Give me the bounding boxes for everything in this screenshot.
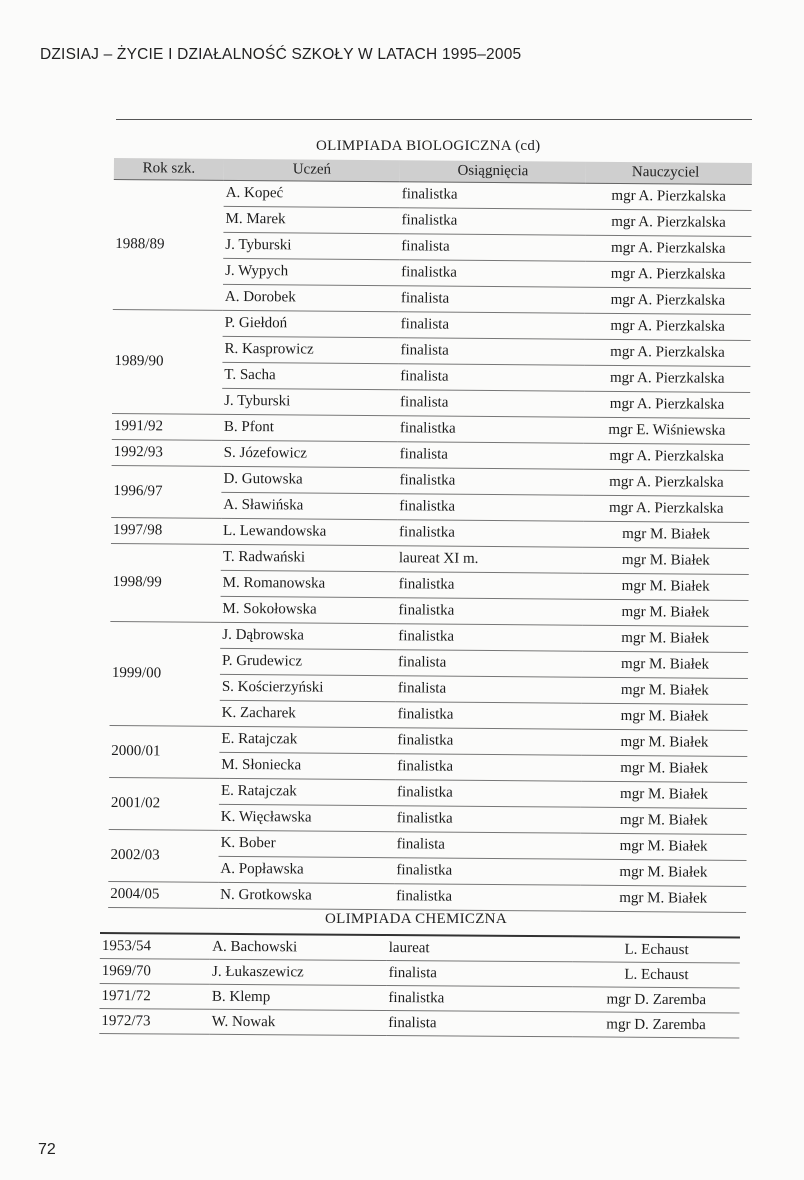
achievement-cell: finalistka xyxy=(397,468,583,495)
chemistry-table-body xyxy=(99,933,740,1038)
teacher-cell: mgr A. Pierzkalska xyxy=(585,313,751,340)
teacher-cell: mgr M. Białek xyxy=(582,677,748,704)
table-row xyxy=(99,1008,739,1037)
school-year-cell: 1998/99 xyxy=(110,543,221,622)
teacher-cell: mgr A. Pierzkalska xyxy=(584,339,750,366)
student-cell: S. Kościerzyński xyxy=(220,674,396,701)
school-year-cell: 1988/89 xyxy=(113,179,224,310)
student-cell: L. Lewandowska xyxy=(221,518,397,545)
student-cell: S. Józefowicz xyxy=(222,440,398,467)
student-cell: W. Nowak xyxy=(210,1009,387,1035)
student-cell: J. Dąbrowska xyxy=(220,622,396,649)
teacher-cell: mgr M. Białek xyxy=(582,651,748,678)
achievement-cell: finalista xyxy=(399,312,585,339)
achievement-cell: finalistka xyxy=(397,520,583,547)
achievement-cell: finalistka xyxy=(396,702,582,729)
teacher-cell: mgr D. Zaremba xyxy=(573,1012,740,1038)
teacher-cell: mgr M. Białek xyxy=(581,755,747,782)
achievement-cell: finalistka xyxy=(400,182,586,209)
header-year: Rok szk. xyxy=(114,158,224,180)
student-cell: M. Marek xyxy=(223,206,399,233)
achievement-cell: finalistka xyxy=(386,986,573,1012)
achievement-cell: finalista xyxy=(398,364,584,391)
table-row xyxy=(109,725,747,756)
achievement-cell: finalistka xyxy=(398,416,584,443)
student-cell: J. Tyburski xyxy=(222,388,398,415)
teacher-cell: mgr D. Zaremba xyxy=(573,987,740,1013)
student-cell: M. Słoniecka xyxy=(219,752,395,779)
teacher-cell: mgr A. Pierzkalska xyxy=(583,469,749,496)
school-year-cell: 2002/03 xyxy=(108,829,218,882)
teacher-cell: mgr A. Pierzkalska xyxy=(584,365,750,392)
teacher-cell: mgr A. Pierzkalska xyxy=(585,287,751,314)
achievement-cell: laureat xyxy=(387,935,574,962)
student-cell: R. Kasprowicz xyxy=(222,336,398,363)
biology-section-title: OLIMPIADA BIOLOGICZNA (cd) xyxy=(316,138,541,154)
teacher-cell: mgr A. Pierzkalska xyxy=(584,391,750,418)
student-cell: K. Bober xyxy=(219,830,395,857)
achievement-cell: finalistka xyxy=(399,260,585,287)
table-row xyxy=(114,179,752,210)
teacher-cell: mgr A. Pierzkalska xyxy=(583,495,749,522)
teacher-cell: L. Echaust xyxy=(573,962,740,988)
school-year-cell: 1992/93 xyxy=(112,439,222,466)
school-year-cell: 1999/00 xyxy=(110,621,221,726)
teacher-cell: mgr M. Białek xyxy=(581,807,747,834)
student-cell: A. Popławska xyxy=(218,856,394,883)
table-row xyxy=(108,881,746,912)
achievement-cell: finalista xyxy=(396,676,582,703)
school-year-cell: 1972/73 xyxy=(99,1008,210,1034)
achievement-cell: finalista xyxy=(398,338,584,365)
student-cell: T. Sacha xyxy=(222,362,398,389)
teacher-cell: mgr M. Białek xyxy=(582,625,748,652)
achievement-cell: finalistka xyxy=(396,598,582,625)
student-cell: J. Tyburski xyxy=(223,232,399,259)
student-cell: B. Klemp xyxy=(210,984,387,1010)
school-year-cell: 2001/02 xyxy=(109,777,219,830)
student-cell: P. Grudewicz xyxy=(220,648,396,675)
teacher-cell: mgr A. Pierzkalska xyxy=(585,261,751,288)
running-head: DZISIAJ – ŻYCIE I DZIAŁALNOŚĆ SZKOŁY W LATACH 1995–2005 xyxy=(40,46,522,63)
student-cell: K. Więcławska xyxy=(219,804,395,831)
achievement-cell: finalistka xyxy=(397,494,583,521)
biology-olympiad-table xyxy=(108,158,752,913)
table-row xyxy=(113,309,751,340)
header-teacher: Nauczyciel xyxy=(586,162,752,185)
student-cell: A. Bachowski xyxy=(210,934,387,961)
achievement-cell: finalistka xyxy=(397,572,583,599)
achievement-cell: finalistka xyxy=(395,780,581,807)
student-cell: B. Pfont xyxy=(222,414,398,441)
student-cell: J. Wypych xyxy=(223,258,399,285)
teacher-cell: mgr M. Białek xyxy=(581,729,747,756)
student-cell: D. Gutowska xyxy=(221,466,397,493)
header-rule xyxy=(116,119,752,120)
teacher-cell: mgr M. Białek xyxy=(583,573,749,600)
achievement-cell: finalista xyxy=(395,832,581,859)
student-cell: N. Grotkowska xyxy=(218,882,394,909)
table-row xyxy=(111,465,749,496)
school-year-cell: 1971/72 xyxy=(99,983,210,1009)
student-cell: M. Romanowska xyxy=(221,570,397,597)
biology-table-body xyxy=(108,179,752,912)
achievement-cell: finalistka xyxy=(395,728,581,755)
achievement-cell: finalista xyxy=(398,442,584,469)
teacher-cell: mgr M. Białek xyxy=(582,703,748,730)
student-cell: P. Giełdoń xyxy=(223,310,399,337)
achievement-cell: finalistka xyxy=(394,884,580,911)
achievement-cell: finalistka xyxy=(394,858,580,885)
student-cell: K. Zacharek xyxy=(220,700,396,727)
school-year-cell: 2004/05 xyxy=(108,881,218,908)
teacher-cell: mgr M. Białek xyxy=(581,781,747,808)
achievement-cell: finalista xyxy=(398,390,584,417)
achievement-cell: finalistka xyxy=(396,624,582,651)
table-row xyxy=(110,621,748,652)
school-year-cell: 1997/98 xyxy=(111,517,221,544)
student-cell: M. Sokołowska xyxy=(220,596,396,623)
teacher-cell: mgr M. Białek xyxy=(580,859,746,886)
achievement-cell: finalista xyxy=(396,650,582,677)
table-row xyxy=(109,829,747,860)
teacher-cell: mgr M. Białek xyxy=(583,521,749,548)
teacher-cell: L. Echaust xyxy=(573,936,740,963)
student-cell: E. Ratajczak xyxy=(219,726,395,753)
chemistry-olympiad-table xyxy=(99,932,740,1038)
achievement-cell: finalistka xyxy=(395,806,581,833)
table-row xyxy=(109,777,747,808)
student-cell: T. Radwański xyxy=(221,544,397,571)
student-cell: A. Sławińska xyxy=(221,492,397,519)
header-student: Uczeń xyxy=(224,159,400,182)
teacher-cell: mgr M. Białek xyxy=(583,547,749,574)
school-year-cell: 1989/90 xyxy=(112,309,223,414)
achievement-cell: finalista xyxy=(399,286,585,313)
teacher-cell: mgr E. Wiśniewska xyxy=(584,417,750,444)
teacher-cell: mgr A. Pierzkalska xyxy=(584,443,750,470)
teacher-cell: mgr M. Białek xyxy=(581,833,747,860)
school-year-cell: 1991/92 xyxy=(112,413,222,440)
student-cell: A. Dorobek xyxy=(223,284,399,311)
student-cell: J. Łukaszewicz xyxy=(210,959,387,985)
table-row xyxy=(111,543,749,574)
teacher-cell: mgr M. Białek xyxy=(580,885,746,912)
teacher-cell: mgr A. Pierzkalska xyxy=(585,209,751,236)
teacher-cell: mgr M. Białek xyxy=(582,599,748,626)
student-cell: E. Ratajczak xyxy=(219,778,395,805)
student-cell: A. Kopeć xyxy=(224,180,400,207)
page-number: 72 xyxy=(38,1141,56,1158)
teacher-cell: mgr A. Pierzkalska xyxy=(586,183,752,210)
school-year-cell: 1996/97 xyxy=(111,465,221,518)
achievement-cell: finalista xyxy=(399,234,585,261)
teacher-cell: mgr A. Pierzkalska xyxy=(585,235,751,262)
chemistry-section-title: OLIMPIADA CHEMICZNA xyxy=(325,911,507,927)
header-achievement: Osiągnięcia xyxy=(400,160,586,183)
school-year-cell: 1969/70 xyxy=(100,958,211,984)
school-year-cell: 2000/01 xyxy=(109,725,219,778)
achievement-cell: finalista xyxy=(387,961,574,987)
achievement-cell: finalistka xyxy=(399,208,585,235)
achievement-cell: finalistka xyxy=(395,754,581,781)
achievement-cell: laureat XI m. xyxy=(397,546,583,573)
achievement-cell: finalista xyxy=(386,1011,573,1037)
school-year-cell: 1953/54 xyxy=(100,933,211,959)
